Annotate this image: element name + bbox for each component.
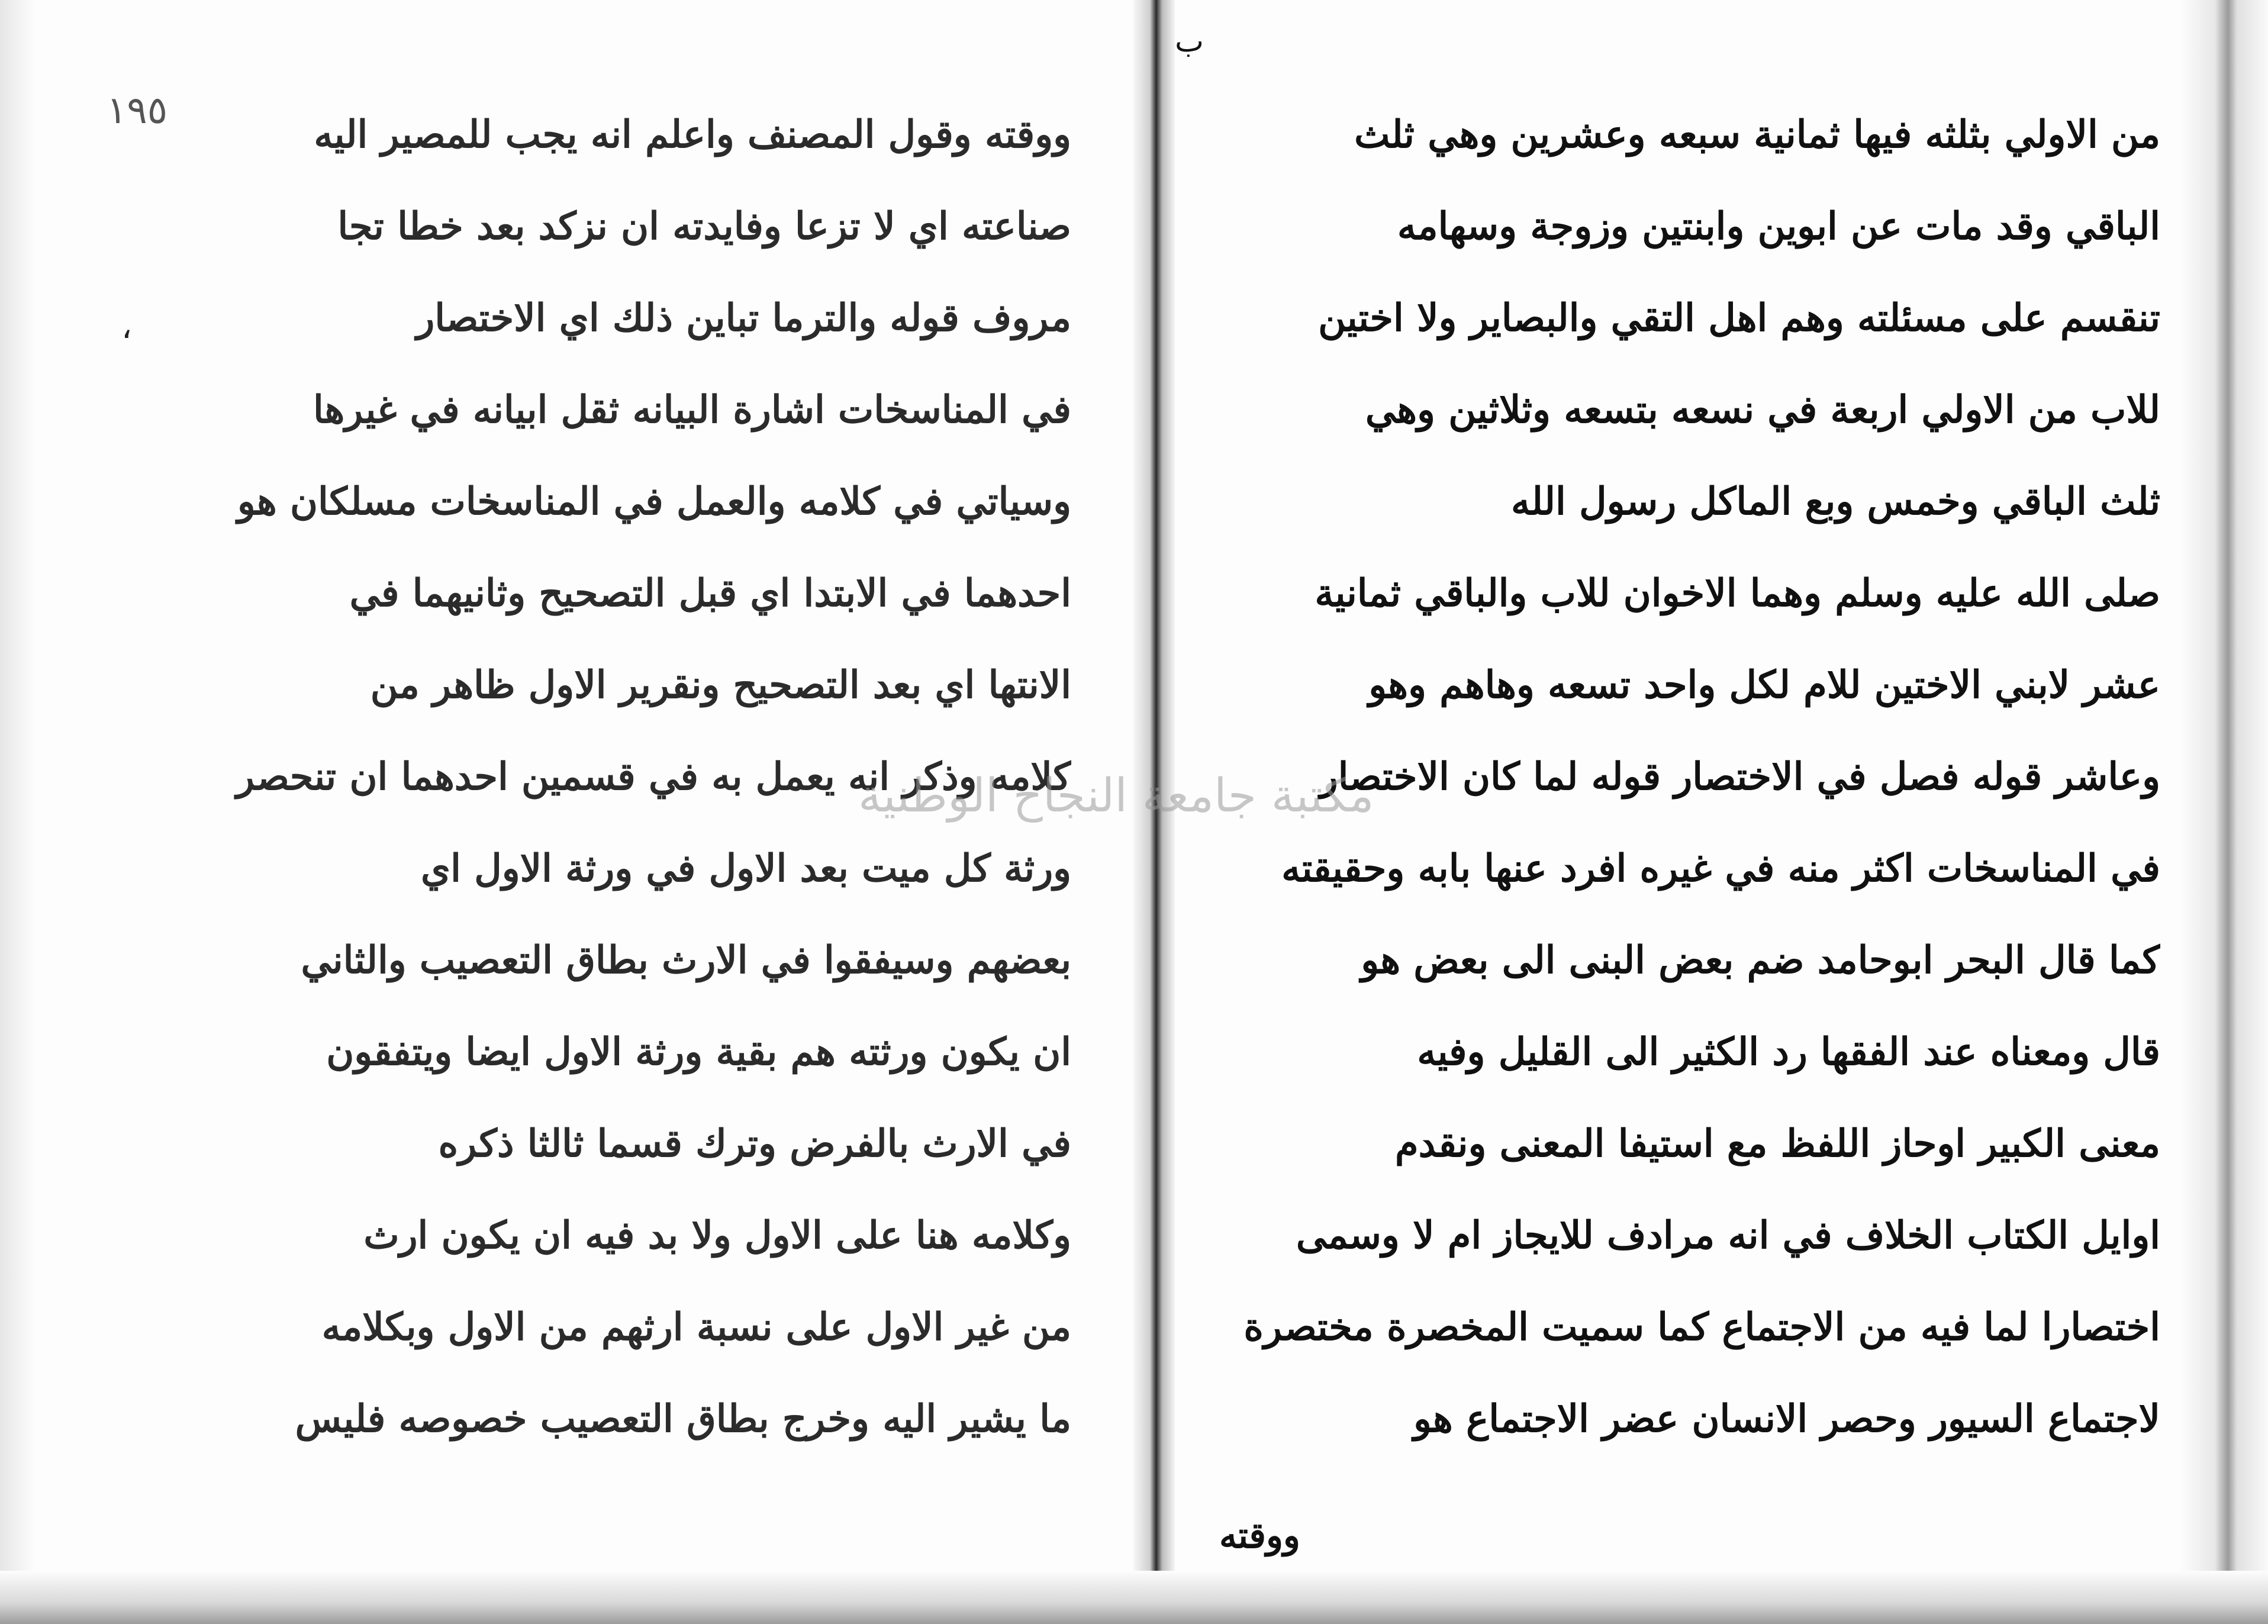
text-line: عشر لابني الاختين للام لكل واحد تسعه وهاهم وهو [1368, 663, 2160, 707]
text-line: للاب من الاولي اربعة في نسعه بتسعه وثلاثين وهي [1365, 388, 2160, 432]
text-line: ما يشير اليه وخرج بطاق التعصيب خصوصه فليس [295, 1397, 1071, 1441]
text-line: ثلث الباقي وخمس وبع الماكل رسول الله [1511, 479, 2160, 524]
text-line: الباقي وقد مات عن ابوين وابنتين وزوجة وسهامه [1397, 204, 2160, 249]
text-line: كلامه وذكر انه يعمل به في قسمين احدهما ان تنحصر [236, 755, 1071, 799]
text-line: في الارث بالفرض وترك قسما ثالثا ذكره [438, 1122, 1071, 1166]
corner-mark: ب [1175, 24, 1204, 59]
margin-mark: ، [121, 308, 133, 346]
text-line: من غير الاول على نسبة ارثهم من الاول وبكلامه [321, 1305, 1071, 1349]
text-line: اوايل الكتاب الخلاف في انه مرادف للايجاز ام لا وسمى [1296, 1213, 2160, 1258]
bottom-page-edge [0, 1571, 2268, 1624]
text-line: كما قال البحر ابوحامد ضم بعض البنى الى بعض هو [1361, 938, 2160, 982]
text-line: اختصارا لما فيه من الاجتماع كما سميت المخصرة مختصرة [1243, 1305, 2160, 1349]
folio-number: ١٩٥ [107, 89, 168, 133]
text-line: احدهما في الابتدا اي قبل التصحيح وثانيهما في [349, 571, 1071, 616]
text-line: وكلامه هنا على الاول ولا بد فيه ان يكون ارث [363, 1213, 1071, 1258]
text-line: صلى الله عليه وسلم وهما الاخوان للاب والباقي ثمانية [1315, 571, 2160, 616]
text-line: معنى الكبير اوحاز اللفظ مع استيفا المعنى ونقدم [1395, 1122, 2160, 1166]
text-line: الانتها اي بعد التصحيح ونقرير الاول ظاهر من [370, 663, 1071, 707]
left-page-edge [0, 0, 36, 1624]
text-line: قال ومعناه عند الفقها رد الكثير الى القليل وفيه [1417, 1030, 2160, 1074]
text-line: وعاشر قوله فصل في الاختصار قوله لما كان الاختصار [1319, 755, 2160, 799]
text-line: مروف قوله والترما تباين ذلك اي الاختصار [416, 296, 1071, 340]
text-line: صناعته اي لا تزعا وفايدته ان نزكد بعد خطا تجا [337, 204, 1071, 249]
text-line: تنقسم على مسئلته وهم اهل التقي والبصاير ولا اختين [1318, 296, 2160, 340]
text-line: وسياتي في كلامه والعمل في المناسخات مسلكان هو [237, 479, 1071, 524]
text-line: من الاولي بثلثه فيها ثمانية سبعه وعشرين وهي ثلث [1354, 112, 2160, 157]
text-line: في المناسخات اكثر منه في غيره افرد عنها بابه وحقيقته [1281, 846, 2160, 891]
catchword: ووقته [1219, 1515, 1300, 1557]
right-page-edge [2179, 0, 2268, 1624]
text-line: في المناسخات اشارة البيانه ثقل ابيانه في غيرها [313, 388, 1071, 432]
library-watermark: مكتبة جامعة النجاح الوطنية [858, 769, 1374, 823]
text-line: ووقته وقول المصنف واعلم انه يجب للمصير اليه [314, 112, 1071, 157]
text-line: لاجتماع السيور وحصر الانسان عضر الاجتماع هو [1413, 1397, 2160, 1441]
text-line: ورثة كل ميت بعد الاول في ورثة الاول اي [421, 846, 1071, 891]
text-line: ان يكون ورثته هم بقية ورثة الاول ايضا ويتفقون [326, 1030, 1071, 1074]
text-line: بعضهم وسيفقوا في الارث بطاق التعصيب والثاني [301, 938, 1071, 982]
